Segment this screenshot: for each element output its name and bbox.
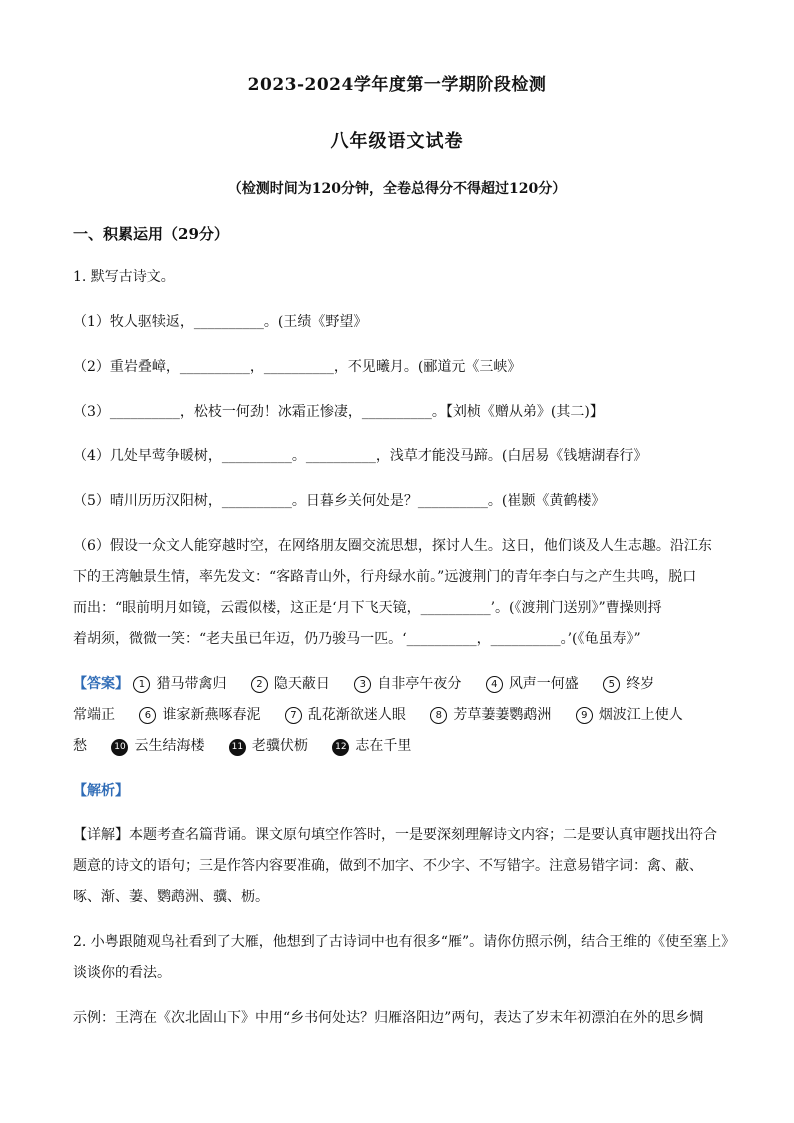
answer-continuation: 愁	[73, 738, 87, 754]
analysis-line: 【详解】本题考查名篇背诵。课文原句填空作答时，一是要深刻理解诗文内容；二是要认真审题找出符合	[73, 827, 717, 843]
answer-text: 乱花渐欲迷人眼	[307, 707, 406, 723]
question-1-stem: 1. 默写古诗文。	[73, 269, 175, 285]
answer-line-3	[73, 735, 733, 756]
answer-item	[430, 704, 551, 724]
answer-number: 12	[332, 739, 349, 756]
answer-item	[133, 673, 226, 693]
answer-item	[111, 735, 204, 756]
analysis-line: 题意的诗文的语句；三是作答内容要准确，做到不加字、不少字、不写错字。注意易错字词：禽、蔽、	[73, 858, 703, 874]
answer-number: 8	[430, 707, 447, 724]
answer-number: 2	[251, 676, 268, 693]
answer-item	[285, 704, 406, 724]
answer-number: 4	[486, 676, 503, 693]
answer-item	[139, 704, 260, 724]
answer-text: 芳草萋萋鹦鹉洲	[453, 707, 552, 723]
question-1-item-4: （4）几处早莺争暖树，__________。__________，浅草才能没马蹄。(白居易《钱塘湖春行》	[73, 448, 648, 464]
answer-number: 11	[229, 739, 246, 756]
answer-line-1	[73, 673, 733, 693]
answer-text: 终岁	[626, 676, 655, 692]
answer-text: 云生结海楼	[134, 738, 205, 754]
question-1-item-6-line: （6）假设一众文人能穿越时空，在网络朋友圈交流思想，探讨人生。这日，他们谈及人生志趣。沿江东	[73, 538, 712, 554]
answer-item	[603, 673, 654, 693]
answer-item	[576, 704, 683, 724]
question-1-item-3: （3）__________，松枝一何劲！冰霜正惨凄，__________。【刘桢《赠从弟》(其二)】	[73, 404, 604, 420]
exam-time-note: （检测时间为120分钟，全卷总得分不得超过120分）	[227, 181, 567, 197]
question-1-item-6-line: 下的王湾触景生情，率先发文：“客路青山外，行舟绿水前。”远渡荆门的青年李白与之产生共鸣，脱口	[73, 569, 697, 585]
answer-number: 6	[139, 707, 156, 724]
answer-item	[486, 673, 579, 693]
answer-text: 志在千里	[355, 738, 412, 754]
question-2-example: 示例：王湾在《次北固山下》中用“乡书何处达？归雁洛阳边”两句，表达了岁末年初漂泊在外的思乡惆	[73, 1010, 704, 1026]
answer-number: 10	[111, 739, 128, 756]
answer-text: 烟波江上使人	[598, 707, 683, 723]
question-1-item-1: （1）牧人驱犊返，__________。(王绩《野望》	[73, 314, 368, 330]
answer-text: 风声一何盛	[508, 676, 579, 692]
exam-subtitle: 八年级语文试卷	[330, 131, 464, 152]
answer-number: 9	[576, 707, 593, 724]
analysis-label: 【解析】	[73, 783, 129, 799]
answer-item	[229, 735, 308, 756]
answer-number: 7	[285, 707, 302, 724]
answer-text: 老骥伏枥	[251, 738, 308, 754]
question-1-item-6-line: 而出：“眼前明月如镜，云霞似楼，这正是‘月下飞天镜，__________’。(《渡荆门送别》”曹操则捋	[73, 600, 662, 616]
exam-title: 2023-2024学年度第一学期阶段检测	[247, 75, 547, 95]
answer-item	[251, 673, 330, 693]
answer-text: 自非亭午夜分	[377, 676, 462, 692]
answer-text: 猎马带禽归	[156, 676, 227, 692]
question-2-line: 谈谈你的看法。	[73, 965, 171, 981]
analysis-line: 啄、渐、萋、鹦鹉洲、骥、枥。	[73, 889, 269, 905]
question-1-item-6-line: 着胡须，微微一笑：“老夫虽已年迈，仍乃骏马一匹。‘__________，__________。’(《龟虽寿》”	[73, 631, 641, 647]
answer-number: 1	[133, 676, 150, 693]
question-2-line: 2. 小粤跟随观鸟社看到了大雁，他想到了古诗词中也有很多“雁”。请你仿照示例，结合王维的《使至塞上》	[73, 934, 736, 950]
answer-line-2	[73, 704, 733, 724]
answer-text: 谁家新燕啄春泥	[162, 707, 261, 723]
answer-continuation: 常端正	[73, 707, 115, 723]
answer-label: 【答案】	[73, 676, 129, 692]
answer-text: 隐天蔽日	[273, 676, 330, 692]
answer-number: 3	[354, 676, 371, 693]
question-1-item-5: （5）晴川历历汉阳树，__________。日暮乡关何处是？__________。(崔颢《黄鹤楼》	[73, 493, 606, 509]
question-1-item-2: （2）重岩叠嶂，__________，__________，不见曦月。(郦道元《三峡》	[73, 359, 522, 375]
answer-item	[332, 735, 411, 756]
answer-number: 5	[603, 676, 620, 693]
section-heading: 一、积累运用（29分）	[73, 225, 229, 243]
answer-item	[354, 673, 461, 693]
